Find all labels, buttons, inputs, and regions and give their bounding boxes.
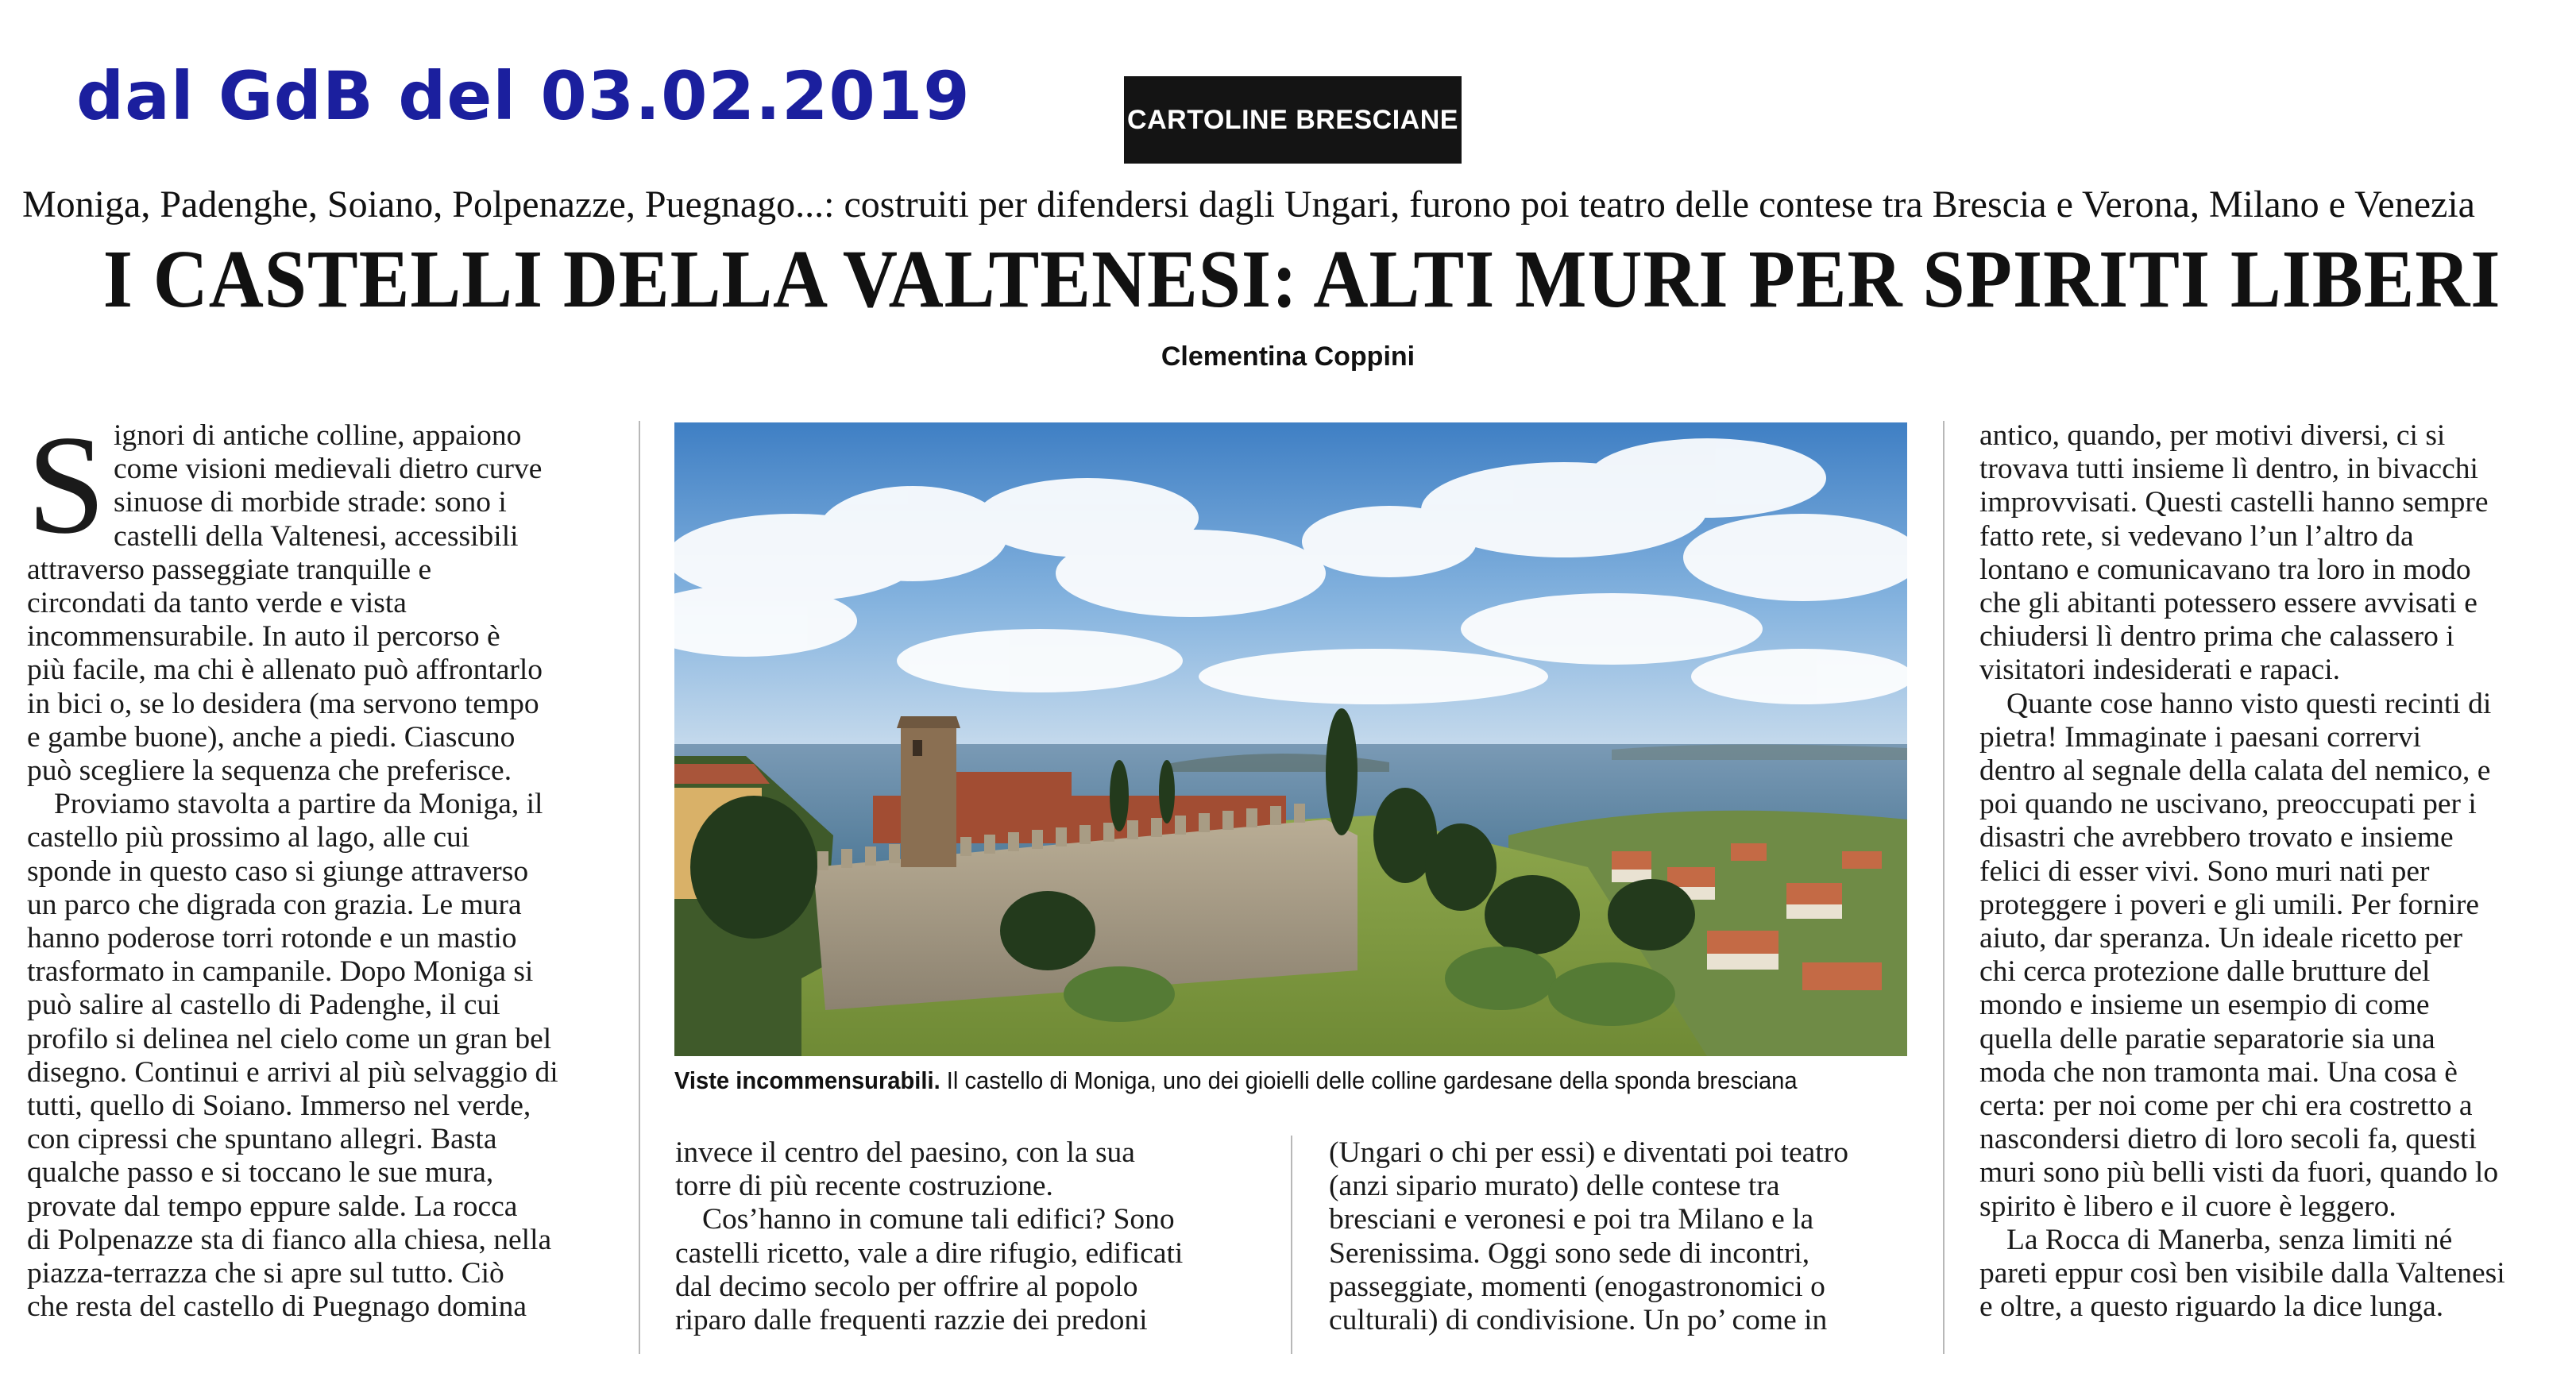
text-line: con cipressi che spuntano allegri. Basta [27, 1123, 497, 1156]
text-line: può salire al castello di Padenghe, il cui [27, 989, 500, 1022]
text-line: provate dal tempo eppure salde. La rocca [27, 1190, 518, 1223]
text-line: moda che non tramonta mai. Una cosa è [1979, 1055, 2458, 1089]
byline: Clementina Coppini [1161, 341, 1415, 372]
text-line: disastri che avrebbero trovato e insieme [1979, 821, 2454, 854]
text-line: un parco che digrada con grazia. Le mura [27, 888, 522, 921]
text-line: proteggere i poveri e gli umili. Per fornire [1979, 888, 2479, 921]
text-line: torre di più recente costruzione. [675, 1170, 1053, 1203]
text-line: improvvisati. Questi castelli hanno sempre [1979, 486, 2489, 519]
text-line: fatto rete, si vedevano l’un l’altro da [1979, 519, 2414, 553]
text-line: disegno. Continui e arrivi al più selvaggio di [27, 1055, 558, 1089]
text-line: dal decimo secolo per offrire al popolo [675, 1270, 1138, 1303]
text-line: sinuose di morbide strade: sono i [114, 486, 507, 519]
column-divider [639, 421, 640, 1354]
text-line: attraverso passeggiate tranquille e [27, 553, 432, 586]
text-line: può scegliere la sequenza che preferisce. [27, 754, 512, 788]
caption-title: Viste incommensurabili. [674, 1066, 940, 1094]
text-line: culturali) di condivisione. Un po’ come in [1329, 1304, 1828, 1337]
text-line: aiuto, dar speranza. Un ideale ricetto per [1979, 922, 2463, 955]
text-line: hanno poderose torri rotonde e un mastio [27, 922, 517, 955]
text-line: La Rocca di Manerba, senza limiti né [2006, 1223, 2453, 1256]
text-line: in bici o, se lo desidera (ma servono tempo [27, 687, 539, 720]
text-line: Cos’hanno in comune tali edifici? Sono [702, 1203, 1175, 1236]
castle-photo [674, 422, 1907, 1056]
text-line: visitatori indesiderati e rapaci. [1979, 654, 2340, 687]
text-line: quella delle paratie separatorie sia una [1979, 1022, 2435, 1055]
text-line: che resta del castello di Puegnago domina [27, 1290, 527, 1324]
text-line: muri sono più belli visti da fuori, quando lo [1979, 1156, 2499, 1190]
text-line: tutti, quello di Soiano. Immerso nel verde, [27, 1089, 531, 1123]
text-line: passeggiate, momenti (enogastronomici o [1329, 1270, 1825, 1303]
caption-text: Il castello di Moniga, uno dei gioielli delle colline gardesane della sponda bresciana [940, 1066, 1798, 1094]
text-line: lontano e comunicavano tra loro in modo [1979, 553, 2471, 586]
text-line: più facile, ma chi è allenato può affrontarlo [27, 654, 543, 687]
text-line: pietra! Immaginate i paesani corrervi [1979, 720, 2421, 754]
text-line: trasformato in campanile. Dopo Moniga si [27, 955, 534, 989]
text-line: come visioni medievali dietro curve [114, 453, 543, 486]
text-line: antico, quando, per motivi diversi, ci si [1979, 419, 2446, 452]
text-line: circondati da tanto verde e vista [27, 587, 407, 620]
text-line: incommensurabile. In auto il percorso è [27, 620, 500, 654]
kicker: Moniga, Padenghe, Soiano, Polpenazze, Puegnago...: costruiti per difendersi dagli Ungari, furono poi teatro delle contese tra Brescia e Verona, Milano e Venezia [22, 183, 2475, 226]
text-line: certa: per noi come per chi era costretto a [1979, 1089, 2473, 1123]
text-line: e gambe buone), anche a piedi. Ciascuno [27, 720, 516, 754]
column-2 [675, 1136, 1263, 1337]
text-line: che gli abitanti potessero essere avvisati e [1979, 587, 2478, 620]
drop-cap: S [27, 406, 106, 563]
text-line: chi cerca protezione dalle brutture del [1979, 955, 2431, 989]
text-line: riparo dalle frequenti razzie dei predoni [675, 1304, 1148, 1337]
text-line: Quante cose hanno visto questi recinti di [2006, 687, 2492, 720]
text-line: castelli ricetto, vale a dire rifugio, edificati [675, 1236, 1184, 1270]
text-line: nascondersi dietro di loro secoli fa, questi [1979, 1123, 2477, 1156]
text-line: e oltre, a questo riguardo la dice lunga. [1979, 1290, 2444, 1324]
text-line: qualche passo e si toccano le sue mura, [27, 1156, 494, 1190]
text-line: mondo e insieme un esempio di come [1979, 989, 2430, 1022]
text-line: spirito è libero e il cuore è leggero. [1979, 1190, 2396, 1223]
section-badge: CARTOLINE BRESCIANE [1124, 76, 1462, 164]
text-line: Serenissima. Oggi sono sede di incontri, [1329, 1236, 1810, 1270]
text-line: (Ungari o chi per essi) e diventati poi teatro [1329, 1136, 1848, 1169]
text-line: profilo si delinea nel cielo come un gran bel [27, 1022, 552, 1055]
text-line: castello più prossimo al lago, alle cui [27, 821, 470, 854]
text-line: poi quando ne uscivano, preoccupati per i [1979, 788, 2477, 821]
column-4 [1979, 419, 2567, 1324]
column-3 [1329, 1136, 1917, 1337]
photo-caption [674, 1066, 1798, 1095]
text-line: di Polpenazze sta di fianco alla chiesa, nella [27, 1223, 552, 1256]
text-line: piazza-terrazza che si apre sul tutto. Ciò [27, 1257, 504, 1290]
text-line: chiudersi lì dentro prima che calassero i [1979, 620, 2454, 654]
text-line: ignori di antiche colline, appaiono [114, 419, 522, 452]
column-1 [27, 406, 611, 1324]
text-line: bresciani e veronesi e poi tra Milano e la [1329, 1203, 1814, 1236]
text-line: castelli della Valtenesi, accessibili [114, 519, 519, 553]
source-label: dal GdB del 03.02.2019 [76, 57, 971, 135]
headline: I CASTELLI DELLA VALTENESI: ALTI MURI PER SPIRITI LIBERI [102, 233, 2501, 325]
text-line: trovava tutti insieme lì dentro, in bivacchi [1979, 453, 2478, 486]
column-divider [1291, 1136, 1292, 1354]
text-line: sponde in questo caso si giunge attraverso [27, 854, 529, 888]
text-line: pareti eppur così ben visibile dalla Valtenesi [1979, 1257, 2505, 1290]
text-line: dentro al segnale della calata del nemico, e [1979, 754, 2491, 788]
column-divider [1943, 421, 1945, 1354]
text-line: (anzi sipario murato) delle contese tra [1329, 1170, 1780, 1203]
text-line: felici di esser vivi. Sono muri nati per [1979, 854, 2430, 888]
text-line: invece il centro del paesino, con la sua [675, 1136, 1135, 1169]
text-line: Proviamo stavolta a partire da Moniga, il [54, 788, 543, 821]
